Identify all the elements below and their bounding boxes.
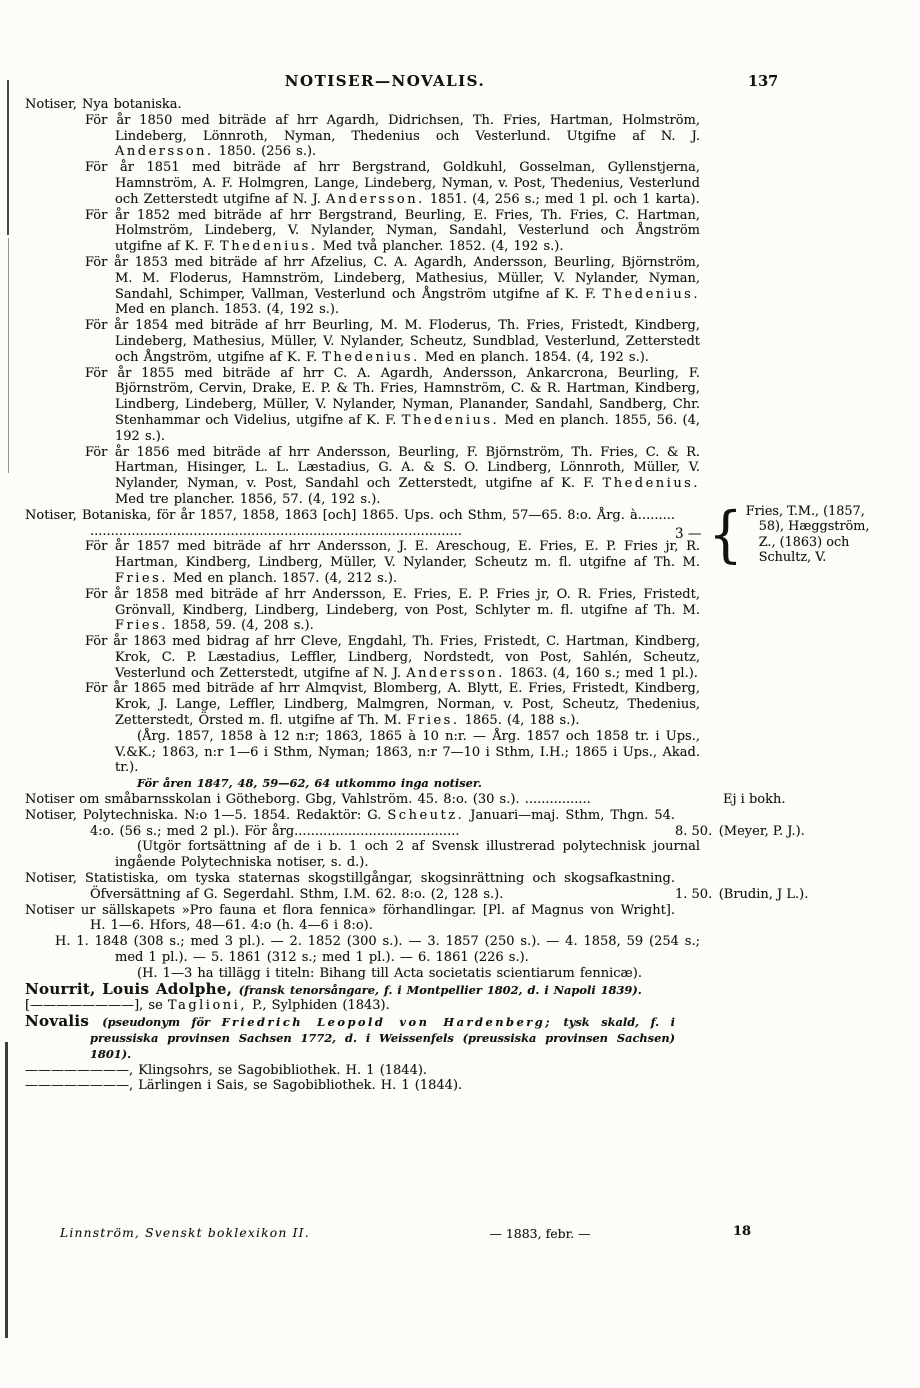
- entry-pro-fauna-haften: [25, 934, 700, 966]
- margin-cell: [700, 208, 902, 209]
- text-run: Andersson.: [406, 665, 505, 681]
- entry-row: [25, 934, 902, 966]
- scan-artifact: [7, 80, 9, 235]
- entry-ar-1850: [25, 113, 700, 160]
- entry-row: [25, 587, 902, 634]
- entry-row: [25, 729, 902, 776]
- entry-notiser-statistiska: [25, 871, 675, 903]
- entry-row: [25, 634, 902, 681]
- margin-cell: [700, 445, 902, 446]
- margin-note-text: (Brudin, J L.).: [718, 886, 809, 902]
- text-run: [————————], se: [25, 998, 168, 1014]
- entry-ar-1858: [25, 587, 700, 634]
- margin-cell: [675, 982, 902, 983]
- margin-cell: [675, 1014, 902, 1015]
- margin-cell: [700, 634, 902, 635]
- running-head-title: NOTISER—NOVALIS.: [284, 72, 486, 90]
- page-number: 137: [748, 73, 779, 90]
- scan-artifact: [5, 1042, 8, 1338]
- text-run: (fransk tenorsångare, f. i Montpellier 1802, d. i Napoli 1839).: [238, 982, 642, 997]
- margin-note-text: (Meyer, P. J.).: [718, 823, 805, 839]
- entry-row: [25, 681, 902, 728]
- margin-cell: [700, 160, 902, 161]
- text-run: Notiser, Nya botaniska.: [25, 97, 182, 112]
- margin-note: [723, 792, 785, 808]
- text-run: Thedenius.: [602, 476, 700, 492]
- text-run: Thedenius.: [220, 239, 318, 255]
- page-footer: [0, 1226, 920, 1246]
- text-run: Med en planch. 1857. (4, 212 s.).: [167, 570, 398, 586]
- margin-cell: [675, 498, 902, 570]
- entry-row: [25, 208, 902, 255]
- entry-ar-1851: [25, 160, 700, 207]
- text-run: För år 1853 med biträde af hrr Afzelius, C. A. Agardh, Andersson, Beurling, Björnström, M. M. Floderus, Hamnström, Lindeberg, Mathesius, Müller, V. Nylander, Nyman, Sandahl, Schimper, Vallman, Vesterlund och Ångström utgifne af K. F.: [85, 254, 700, 302]
- text-run: Scheutz.: [387, 807, 465, 823]
- text-run: Friedrich Leopold von Hardenberg;: [221, 1015, 552, 1030]
- margin-note: [675, 887, 808, 903]
- text-run: 1863. (4, 160 s.; med 1 pl.).: [504, 665, 698, 681]
- text-run: H. 1. 1848 (308 s.; med 3 pl.). — 2. 1852 (300 s.). — 3. 1857 (250 s.). — 4. 1858, 59 (254 s.; med 1 pl.). — 5. 1861 (312 s.; med 1 pl.). — 6. 1861 (226 s.).: [55, 934, 700, 966]
- text-run: Med en planch. 1854. (4, 192 s.).: [419, 349, 649, 365]
- text-run: Notiser, Botaniska, för år 1857, 1858, 1863 [och] 1865. Ups. och Sthm, 57—65. 8:o. Årg. à......... ..........................................................................................: [25, 507, 675, 539]
- entry-novalis: [25, 1014, 675, 1062]
- entry-ar-1853: [25, 255, 700, 318]
- brace-note-line: Z., (1863) och: [758, 534, 850, 550]
- margin-note: [675, 498, 870, 570]
- entry-row: [25, 1063, 902, 1079]
- entries-list: [25, 97, 902, 1094]
- text-run: För år 1855 med biträde af hrr C. A. Agardh, Andersson, Ankarcrona, Beurling, F. Björnström, Cervin, Drake, E. P. & Th. Fries, Hamnström, C. & R. Hartman, Kindberg, Lindberg, Lindeberg, Müller, V. Nylander, Nyman, Planander, Sandahl, Sandberg, Chr. Stenhammar och Videlius, utgifne af K. F.: [85, 365, 700, 428]
- text-run: ........................................: [294, 823, 460, 839]
- entry-notiser-polytechniska: [25, 808, 675, 840]
- text-run: ————————, Lärlingen i Sais, se Sagobibliothek. H. 1 (1844).: [25, 1078, 463, 1094]
- entry-ar-1863: [25, 634, 700, 681]
- entry-row: [25, 1078, 902, 1094]
- text-run: Thedenius.: [602, 286, 700, 302]
- entry-notiser-pro-fauna: [25, 903, 675, 935]
- text-run: Med tre plancher. 1856, 57. (4, 192 s.).: [115, 491, 381, 507]
- entry-row: [25, 839, 902, 871]
- margin-cell: [675, 792, 902, 808]
- text-run: 1858, 59. (4, 208 s.).: [167, 618, 314, 634]
- text-run: 1851. (4, 256 s.; med 1 pl. och 1 karta).: [424, 191, 700, 207]
- text-run: Notiser, Statistiska, om tyska staternas skogstillgångar, skogsinrättning och skogsafkastning. Öfversättning af G. Segerdahl. Sthm, I.M. 62. 8:o. (2, 128 s.).: [25, 871, 675, 902]
- price-value: 3 —: [675, 525, 702, 542]
- brace-note-line: Fries, T.M., (1857,: [745, 503, 865, 519]
- text-run: (pseudonym för: [102, 1015, 222, 1030]
- text-run: För år 1863 med bidrag af hrr Cleve, Engdahl, Th. Fries, Fristedt, C. Hartman, Kindberg, Krok, C. P. Læstadius, Leffler, Lindberg, Nordstedt, von Post, Sahlén, Scheutz, Vesterlund och Zetterstedt, utgifne af N. J.: [85, 634, 700, 681]
- text-run: För år 1858 med biträde af hrr Andersson, E. Fries, E. P. Fries jr, O. R. Fries, Fristedt, Grönvall, Kindberg, Lindberg, Lindeberg, von Post, Schlyter m. fl. utgifne af Th. M.: [85, 586, 700, 618]
- entry-notiser-smabarnsskolan: [25, 792, 675, 808]
- text-run: (H. 1—3 ha tillägg i titeln: Bihang till Acta societatis scientiarum fennicæ).: [137, 965, 642, 981]
- text-run: tysk skald, f. i preussiska provinsen Sachsen 1772, d. i Weissenfels (preussiska provinsen Sachsen) 1801).: [90, 1015, 675, 1061]
- text-run: Thedenius.: [322, 349, 420, 365]
- margin-cell: [700, 539, 902, 540]
- entry-row: [25, 160, 902, 207]
- text-run: Taglioni,: [167, 998, 247, 1014]
- entry-row: [25, 792, 902, 808]
- text-run: För åren 1847, 48, 59—62, 64 utkommo inga notiser.: [137, 776, 482, 791]
- entry-ar-1865: [25, 681, 700, 728]
- margin-cell: [700, 839, 902, 840]
- entry-ar-1857: [25, 539, 700, 586]
- entry-row: [25, 998, 902, 1014]
- text-run: Nourrit, Louis Adolphe,: [25, 979, 239, 998]
- entry-polytechniska-not: [25, 839, 700, 871]
- margin-note-text: Ej i bokh.: [723, 792, 786, 808]
- text-run: (Utgör fortsättning af de i b. 1 och 2 af Svensk illustrerad polytechnisk journal ingående Polytechniska notiser, s. d.).: [115, 839, 700, 871]
- margin-cell: [700, 255, 902, 256]
- text-run: 1865. (4, 188 s.).: [459, 713, 580, 729]
- margin-cell: [722, 776, 902, 777]
- entry-ar-1854: [25, 318, 700, 365]
- text-run: Fries.: [406, 713, 460, 729]
- brace-glyph: {: [708, 498, 743, 570]
- margin-note: [675, 824, 805, 840]
- text-run: För år 1856 med biträde af hrr Andersson, Beurling, F. Björnström, Th. Fries, C. & R. Hartman, Hisinger, L. L. Læstadius, G. A. & S. O. Lindberg, Lönnroth, Müller, V. Nylander, Nyman, v. Post, Sandahl och Zetterstedt, utgifne af K. F.: [85, 444, 700, 492]
- running-head: [0, 72, 920, 94]
- margin-cell: [700, 966, 902, 967]
- text-run: Thedenius.: [401, 412, 500, 428]
- text-run: Januari—maj. Sthm, Thgn. 54. 4:o. (56 s.; med 2 pl.). För årg: [90, 807, 676, 839]
- margin-cell: [700, 934, 902, 935]
- price-value: 8. 50.: [675, 823, 719, 839]
- entry-row: [25, 808, 902, 840]
- text-run: Andersson.: [115, 144, 214, 160]
- entry-tryckorter-not: [25, 729, 700, 776]
- text-run: För år 1850 med biträde af hrr Agardh, Didrichsen, Th. Fries, Hartman, Holmström, Lindeberg, Lönnroth, Nyman, Thedenius och Vesterlund. Utgifne af N. J.: [85, 112, 700, 144]
- brace-note-line: 58), Hæggström,: [758, 519, 870, 535]
- price-value: 1. 50.: [675, 886, 719, 902]
- margin-cell: [675, 808, 902, 839]
- entry-row: [25, 776, 902, 792]
- entry-ar-1852: [25, 208, 700, 255]
- entry-notiser-botaniska-1857-65: [25, 508, 675, 540]
- entry-row: [25, 366, 902, 445]
- entry-row: [25, 318, 902, 365]
- footer-date: — 1883, febr. —: [489, 1226, 591, 1241]
- text-run: 1850. (256 s.).: [213, 144, 317, 160]
- entry-novalis-klingsohrs: [25, 1063, 675, 1079]
- text-run: Andersson.: [326, 191, 425, 207]
- text-run: Med två plancher. 1852. (4, 192 s.).: [317, 239, 564, 255]
- text-run: Novalis: [25, 1012, 103, 1031]
- margin-cell: [675, 998, 902, 999]
- entry-nourrit-hanvisning: [25, 998, 675, 1014]
- entry-notiser-nya-botaniska: [25, 97, 675, 113]
- text-run: Med en planch. 1853. (4, 192 s.).: [115, 302, 340, 318]
- text-run: Notiser om småbarnsskolan i Götheborg. Gbg, Vahlström. 45. 8:o. (30 s.). ................: [25, 792, 591, 808]
- text-run: För år 1854 med biträde af hrr Beurling, M. M. Floderus, Th. Fries, Fristedt, Kindberg, Lindeberg, Mathesius, Müller, V. Nylander, Scheutz, Sundblad, Vesterlund, Zetterstedt och Ångström, utgifne af K. F.: [85, 318, 700, 365]
- margin-cell: [700, 318, 902, 319]
- entry-row: [25, 97, 902, 113]
- brace-note-lines: [746, 504, 870, 566]
- margin-cell: [700, 681, 902, 682]
- text-run: Notiser ur sällskapets »Pro fauna et flora fennica» förhandlingar. [Pl. af Magnus von Wright]. H. 1—6. Hfors, 48—61. 4:o (h. 4—6 i 8:o).: [25, 902, 675, 934]
- entry-row: [25, 445, 902, 508]
- entry-ar-1855: [25, 366, 700, 445]
- margin-cell: [700, 113, 902, 114]
- margin-cell: [675, 1078, 902, 1079]
- scan-artifact: [8, 238, 9, 473]
- text-run: ————————, Klingsohrs, se Sagobibliothek. H. 1 (1844).: [25, 1062, 428, 1078]
- footer-signature-number: 18: [733, 1224, 752, 1239]
- margin-cell: [675, 97, 902, 98]
- entry-ar-1856: [25, 445, 700, 508]
- text-run: För år 1851 med biträde af hrr Bergstrand, Goldkuhl, Gosselman, Gyllenstjerna, Hamnström, A. F. Holmgren, Lange, Lindeberg, Nyman, v. Post, Thedenius, Vesterlund och Zetterstedt utgifne af N. J.: [85, 160, 700, 207]
- brace-note-line: Schultz, V.: [758, 550, 827, 566]
- entry-row: [25, 903, 902, 935]
- text-run: Med en planch. 1855, 56. (4, 192 s.).: [115, 412, 700, 444]
- text-run: Fries.: [115, 618, 168, 634]
- margin-cell: [675, 871, 902, 902]
- margin-cell: [675, 1063, 902, 1064]
- margin-cell: [700, 366, 902, 367]
- entry-row: [25, 871, 902, 903]
- text-run: Fries.: [115, 570, 168, 586]
- entry-row: [25, 979, 902, 999]
- text-run: Notiser, Polytechniska. N:o 1—5. 1854. Redaktör: G.: [25, 807, 388, 823]
- margin-cell: [700, 729, 902, 730]
- entry-inga-notiser-not: [25, 776, 722, 792]
- entry-nourrit: [25, 979, 675, 999]
- text-run: (Årg. 1857, 1858 à 12 n:r; 1863, 1865 à 10 n:r. — Årg. 1857 och 1858 tr. i Ups., V.&K.; 1863, n:r 1—6 i Sthm, Nyman; 1863, n:r 7—10 i Sthm, I.H.; 1865 i Ups., Akad. tr.).: [115, 728, 700, 776]
- margin-cell: [700, 587, 902, 588]
- margin-cell: [675, 903, 902, 904]
- text-run: P., Sylphiden (1843).: [246, 998, 390, 1014]
- entry-row: [25, 113, 902, 160]
- footer-work-title: Linnström, Svenskt boklexikon II.: [60, 1226, 310, 1240]
- entry-row: [25, 1014, 902, 1062]
- text-run: För år 1852 med biträde af hrr Bergstrand, Beurling, E. Fries, Th. Fries, C. Hartman, Holmström, Lindeberg, V. Nylander, Nyman, Sandahl, Vesterlund och Ångström utgifne af K. F.: [85, 207, 700, 255]
- entry-novalis-larlingen: [25, 1078, 675, 1094]
- entry-row: [25, 255, 902, 318]
- text-run: För år 1865 med biträde af hrr Almqvist, Blomberg, A. Blytt, E. Fries, Fristedt, Kindberg, Krok, J. Lange, Leffler, Lindberg, Malmgren, Norman, v. Post, Scheutz, Thedenius, Zetterstedt, Örsted m. fl. utgifne af Th. M.: [85, 681, 700, 729]
- text-run: För år 1857 med biträde af hrr Andersson, J. E. Areschoug, E. Fries, E. P. Fries jr, R. Hartman, Kindberg, Lindberg, Müller, V. Nylander, Scheutz m. fl. utgifne af Th. M.: [85, 539, 700, 571]
